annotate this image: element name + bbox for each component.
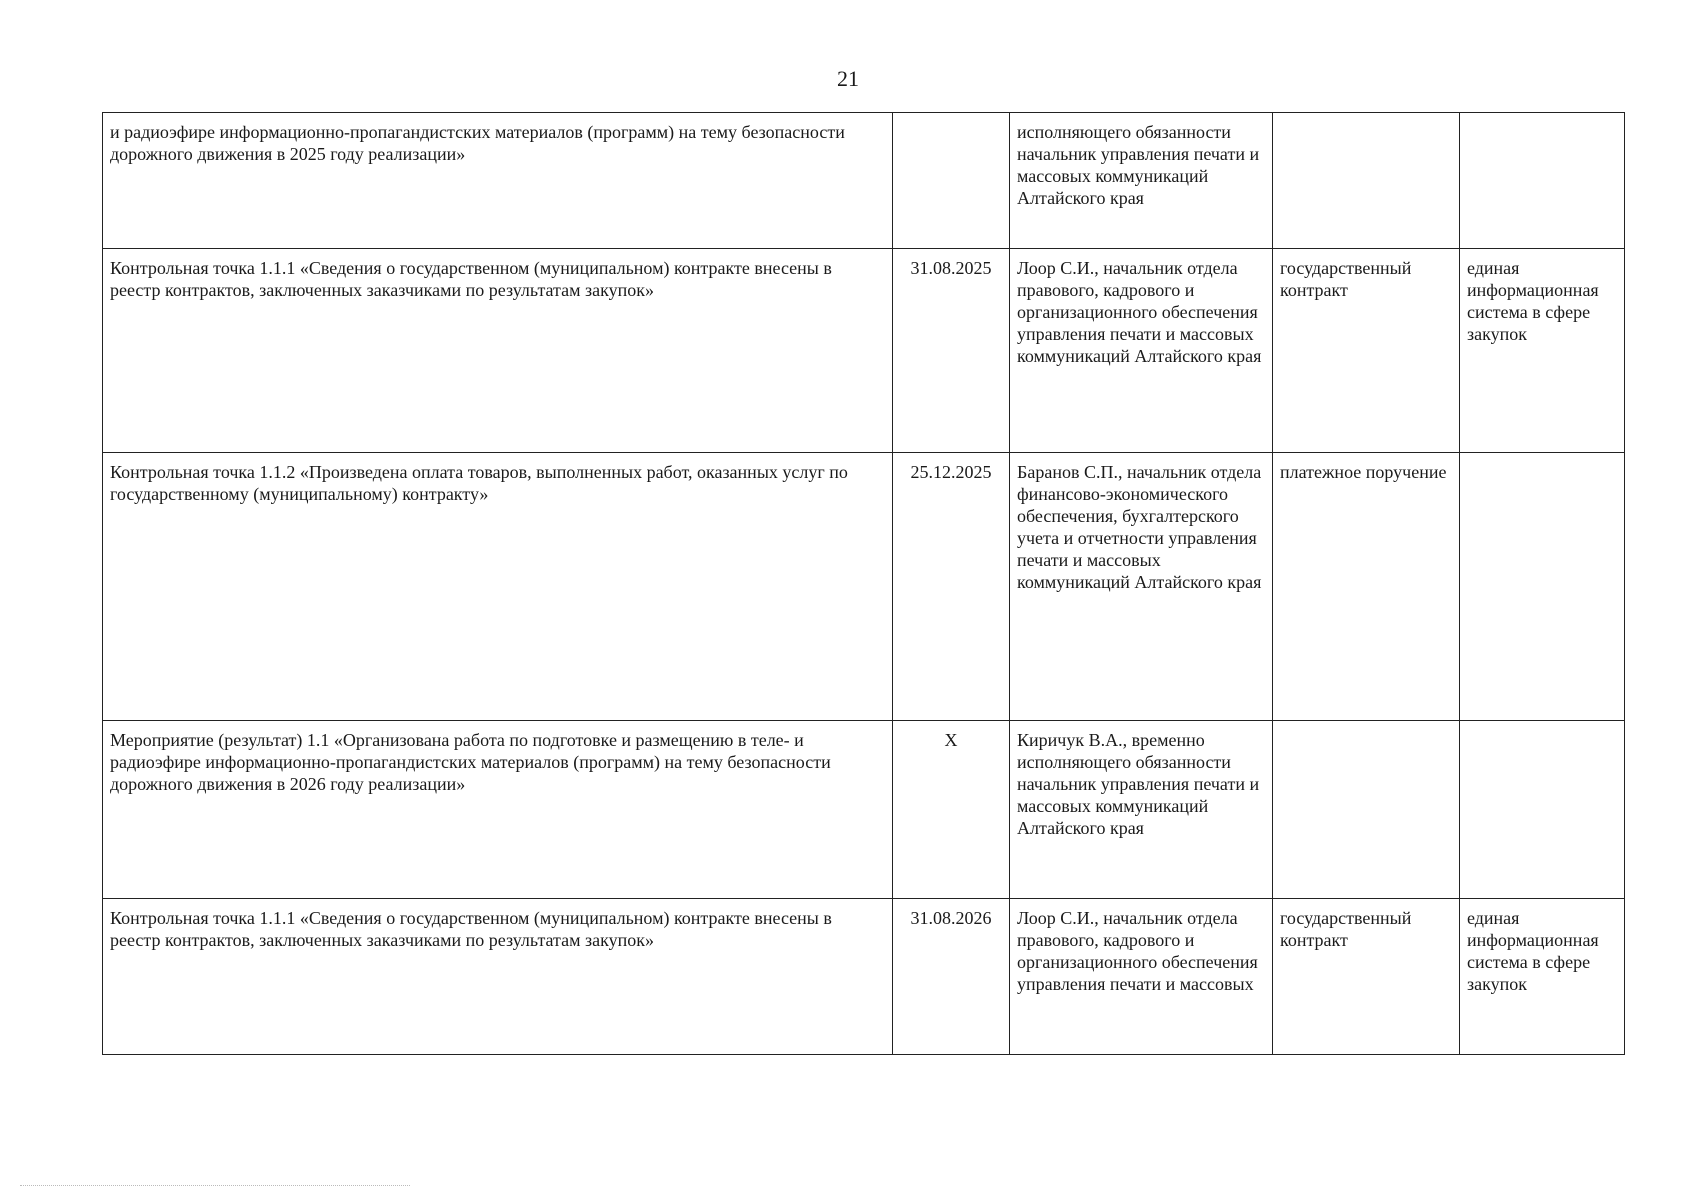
event-cell: и радиоэфире информационно-пропагандистских материалов (программ) на тему безопасности дорожного движения в 2025 году реализации»	[103, 113, 893, 249]
date-cell: 25.12.2025	[893, 453, 1010, 721]
date-cell: 31.08.2026	[893, 899, 1010, 1055]
event-cell: Мероприятие (результат) 1.1 «Организована работа по подготовке и размещению в теле- и радиоэфире информационно-пропагандистских материалов (программ) на тему безопасности дорожного движения в 2026 году реализации»	[103, 721, 893, 899]
responsible-cell: исполняющего обязанности начальник управления печати и массовых коммуникаций Алтайского края	[1010, 113, 1273, 249]
date-cell: X	[893, 721, 1010, 899]
info-system-cell	[1460, 453, 1625, 721]
page-number: 21	[837, 66, 859, 91]
document-cell	[1273, 113, 1460, 249]
document-cell: государственный контракт	[1273, 899, 1460, 1055]
plan-table	[102, 112, 1625, 1055]
table-row	[103, 453, 1625, 721]
scan-artifact	[20, 1185, 410, 1186]
event-cell: Контрольная точка 1.1.2 «Произведена оплата товаров, выполненных работ, оказанных услуг по государственному (муниципальному) контракту»	[103, 453, 893, 721]
info-system-cell	[1460, 721, 1625, 899]
date-cell: 31.08.2025	[893, 249, 1010, 453]
info-system-cell: единая информационная система в сфере закупок	[1460, 249, 1625, 453]
table-row	[103, 113, 1625, 249]
document-cell: государственный контракт	[1273, 249, 1460, 453]
responsible-cell: Лоор С.И., начальник отдела правового, кадрового и организационного обеспечения управления печати и массовых коммуникаций Алтайского края	[1010, 249, 1273, 453]
info-system-cell: единая информационная система в сфере закупок	[1460, 899, 1625, 1055]
event-cell: Контрольная точка 1.1.1 «Сведения о государственном (муниципальном) контракте внесены в реестр контрактов, заключенных заказчиками по результатам закупок»	[103, 899, 893, 1055]
table-row	[103, 721, 1625, 899]
responsible-cell: Лоор С.И., начальник отдела правового, кадрового и организационного обеспечения управления печати и массовых	[1010, 899, 1273, 1055]
responsible-cell: Баранов С.П., начальник отдела финансово-экономического обеспечения, бухгалтерского учета и отчетности управления печати и массовых коммуникаций Алтайского края	[1010, 453, 1273, 721]
document-cell: платежное поручение	[1273, 453, 1460, 721]
responsible-cell: Киричук В.А., временно исполняющего обязанности начальник управления печати и массовых коммуникаций Алтайского края	[1010, 721, 1273, 899]
table-row	[103, 899, 1625, 1055]
info-system-cell	[1460, 113, 1625, 249]
table-row	[103, 249, 1625, 453]
document-cell	[1273, 721, 1460, 899]
date-cell	[893, 113, 1010, 249]
event-cell: Контрольная точка 1.1.1 «Сведения о государственном (муниципальном) контракте внесены в реестр контрактов, заключенных заказчиками по результатам закупок»	[103, 249, 893, 453]
